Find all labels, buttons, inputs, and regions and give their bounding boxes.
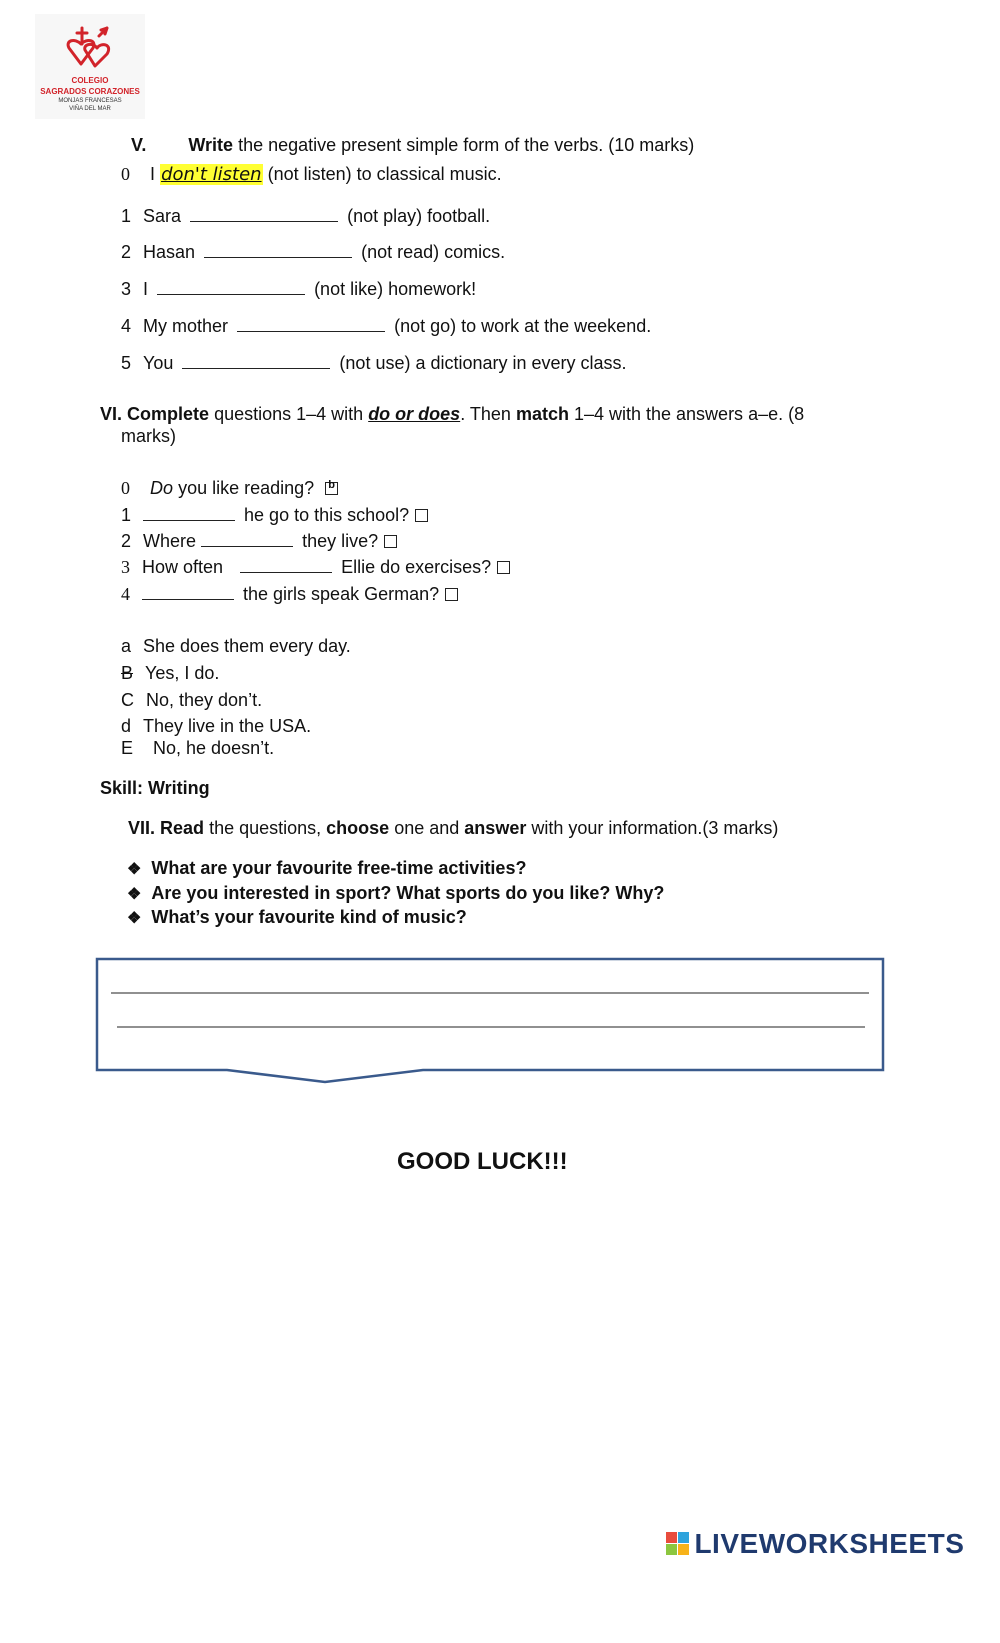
example-pre: I — [150, 164, 156, 184]
section-vi-example — [121, 478, 338, 499]
section-vii-w3: answer — [464, 818, 527, 838]
writing-prompt — [127, 907, 467, 928]
prompt-text: What’s your favourite kind of music? — [151, 907, 467, 927]
verb-item — [121, 316, 651, 337]
diamond-bullet-icon: ❖ — [127, 861, 142, 878]
item-number: 2 — [121, 531, 132, 551]
answer-letter: a — [121, 636, 132, 656]
answer-text: They live in the USA. — [143, 716, 312, 736]
section-vi-w1: Complete — [127, 404, 210, 424]
question-item — [121, 557, 510, 578]
writing-prompt — [127, 883, 664, 904]
item-subject: I — [143, 279, 149, 299]
writing-prompt — [127, 858, 526, 879]
section-vi-t1: questions 1–4 with — [214, 404, 364, 424]
answer-text: She does them every day. — [143, 636, 351, 656]
section-v-number: V. — [131, 135, 147, 155]
item-hint: (not go) to work at the weekend. — [394, 316, 652, 336]
answer-option — [121, 716, 311, 737]
item-number: 0 — [121, 478, 130, 498]
section-vii-w1: Read — [160, 818, 205, 838]
verb-item — [121, 242, 505, 263]
answer-blank[interactable] — [237, 317, 385, 332]
item-number: 2 — [121, 242, 132, 262]
section-v-instructions: the negative present simple form of the verbs. (10 marks) — [238, 135, 695, 155]
answer-option — [121, 690, 262, 711]
section-vi-heading-cont: marks) — [121, 426, 176, 446]
match-box[interactable] — [445, 588, 458, 601]
answer-letter: B — [121, 663, 134, 683]
answer-blank[interactable] — [204, 243, 352, 258]
answer-blank[interactable] — [240, 558, 332, 573]
answer-letter: C — [121, 690, 134, 710]
item-subject: Sara — [143, 206, 182, 226]
answer-blank[interactable] — [190, 207, 338, 222]
section-vii-t1: the questions, — [209, 818, 322, 838]
section-v-verb: Write — [188, 135, 234, 155]
section-vi-number: VI. — [100, 404, 123, 424]
item-hint: (not use) a dictionary in every class. — [339, 353, 627, 373]
diamond-bullet-icon: ❖ — [127, 886, 142, 903]
question-post: he go to this school? — [244, 505, 410, 525]
example-word: Do — [150, 478, 174, 498]
section-vii-t3: with your information.(3 marks) — [531, 818, 779, 838]
logo-line3: MONJAS FRANCESAS — [58, 98, 122, 104]
answer-option — [121, 738, 274, 759]
liveworksheets-logo-icon — [666, 1532, 690, 1556]
item-number: 4 — [121, 584, 130, 604]
item-number: 3 — [121, 279, 132, 299]
section-vi-t2: . Then — [460, 404, 511, 424]
item-subject: You — [143, 353, 174, 373]
answer-blank[interactable] — [182, 354, 330, 369]
item-number: 1 — [121, 505, 132, 525]
school-logo — [35, 14, 145, 119]
example-answer: don't listen — [161, 164, 262, 185]
answer-line-2[interactable] — [117, 1012, 865, 1028]
section-vii-t2: one and — [394, 818, 460, 838]
logo-line1: COLEGIO — [71, 76, 109, 85]
example-post: (not listen) to classical music. — [267, 164, 502, 184]
section-vi-t3: 1–4 with the answers a–e. (8 — [573, 404, 805, 424]
item-hint: (not read) comics. — [361, 242, 506, 262]
answer-text: Yes, I do. — [145, 663, 220, 683]
answer-box: b — [325, 482, 338, 495]
question-post: the girls speak German? — [243, 584, 440, 604]
item-subject: Hasan — [143, 242, 196, 262]
item-subject: My mother — [143, 316, 229, 336]
verb-item — [121, 206, 490, 227]
question-post: Ellie do exercises? — [341, 557, 492, 577]
logo-line4: VIÑA DEL MAR — [69, 106, 111, 112]
answer-blank[interactable] — [157, 280, 305, 295]
answer-blank[interactable] — [142, 585, 234, 600]
item-number: 0 — [121, 164, 130, 184]
match-box[interactable] — [415, 509, 428, 522]
item-number: 3 — [121, 557, 130, 577]
question-item — [121, 531, 397, 552]
sacred-hearts-emblem-icon — [35, 14, 145, 76]
match-box[interactable] — [384, 535, 397, 548]
match-box[interactable] — [497, 561, 510, 574]
item-number: 5 — [121, 353, 132, 373]
verb-item — [121, 279, 476, 300]
question-pre: How often — [142, 557, 224, 577]
logo-line2: SAGRADOS CORAZONES — [40, 87, 140, 96]
section-vi-heading — [100, 404, 804, 425]
item-hint: (not play) football. — [347, 206, 491, 226]
closing-text: GOOD LUCK!!! — [397, 1148, 568, 1175]
item-number: 4 — [121, 316, 132, 336]
question-item — [121, 584, 458, 605]
question-post: they live? — [302, 531, 379, 551]
answer-text: No, he doesn’t. — [153, 738, 275, 758]
answer-letter: d — [121, 716, 132, 736]
answer-text: No, they don’t. — [146, 690, 263, 710]
diamond-bullet-icon: ❖ — [127, 910, 142, 927]
item-hint: (not like) homework! — [314, 279, 477, 299]
answer-blank[interactable] — [201, 532, 293, 547]
section-vii-heading — [128, 818, 778, 839]
section-vii-number: VII. — [128, 818, 156, 838]
question-item — [121, 505, 428, 526]
section-vii-w2: choose — [326, 818, 390, 838]
prompt-text: What are your favourite free-time activities? — [151, 858, 527, 878]
answer-letter: E — [121, 738, 134, 758]
answer-option — [121, 663, 219, 684]
example-rest: you like reading? — [178, 478, 315, 498]
verb-item — [121, 353, 627, 374]
prompt-text: Are you interested in sport? What sports do you like? Why? — [151, 883, 665, 903]
answer-blank[interactable] — [143, 506, 235, 521]
item-number: 1 — [121, 206, 132, 226]
section-vi-w3: match — [515, 404, 569, 424]
footer-brand — [666, 1528, 964, 1562]
footer-brand-text: LIVEWORKSHEETS — [694, 1528, 965, 1559]
question-pre: Where — [143, 531, 197, 551]
skill-label: Skill: Writing — [100, 778, 210, 798]
answer-option — [121, 636, 351, 657]
answer-line-1[interactable] — [111, 978, 869, 994]
section-vi-w2: do or does — [368, 404, 461, 424]
section-v-example — [121, 164, 502, 185]
section-v-heading — [131, 135, 694, 156]
